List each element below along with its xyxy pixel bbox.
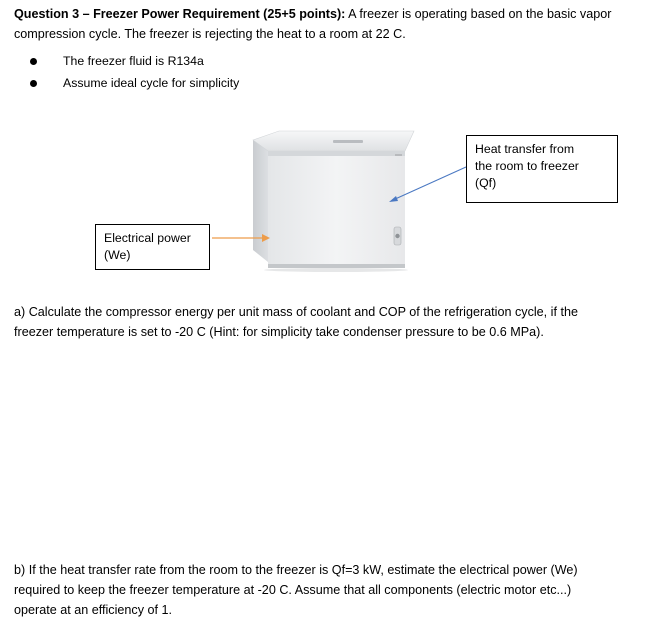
part-b-line-1: b) If the heat transfer rate from the room to the freezer is Qf=3 kW, estimate the electrical power (We) — [14, 563, 578, 577]
callout-heat-transfer — [466, 135, 618, 203]
part-b-line-3: operate at an efficiency of 1. — [14, 603, 172, 617]
part-b-line-2: required to keep the freezer temperature at -20 C. Assume that all components (electric motor etc...) — [14, 583, 572, 597]
bullet-text: Assume ideal cycle for simplicity — [63, 76, 240, 90]
callout-heat-line-1: Heat transfer from — [475, 142, 575, 156]
part-a-line-2: freezer temperature is set to -20 C (Hint: for simplicity take condenser pressure to be 0.6 MPa). — [14, 325, 544, 339]
part-a — [14, 302, 640, 342]
callout-heat-line-3: (Qf) — [475, 176, 497, 190]
callout-heat-line-2: the room to freezer — [475, 159, 579, 173]
callout-power-line-2: (We) — [104, 248, 131, 262]
question-heading: Question 3 – Freezer Power Requirement (25+5 points): — [14, 7, 346, 21]
intro-line-2: compression cycle. The freezer is rejecting the heat to a room at 22 C. — [14, 27, 406, 41]
part-a-line-1: a) Calculate the compressor energy per unit mass of coolant and COP of the refrigeration cycle, if the — [14, 305, 578, 319]
intro-line-1: A freezer is operating based on the basic vapor — [345, 7, 612, 21]
callout-electrical-power — [95, 224, 210, 270]
callout-power-line-1: Electrical power — [104, 231, 191, 245]
part-b — [14, 560, 640, 620]
bullet-text: The freezer fluid is R134a — [63, 54, 204, 68]
